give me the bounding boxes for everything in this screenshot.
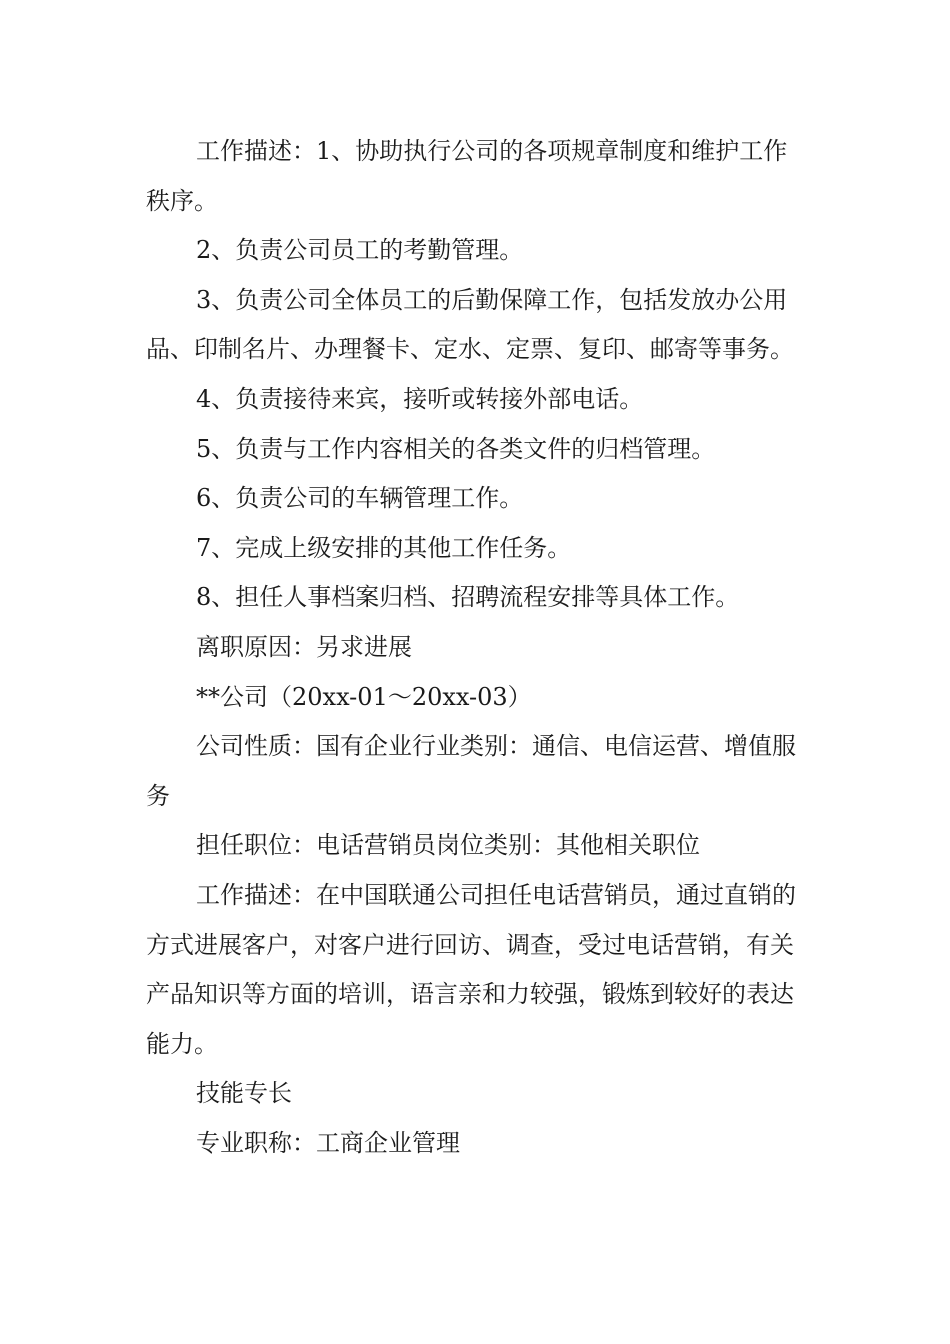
paragraph-other-tasks: 7、完成上级安排的其他工作任务。 [196,533,572,562]
paragraph-archiving: 5、负责与工作内容相关的各类文件的归档管理。 [196,434,716,463]
paragraph-logistics: 3、负责公司全体员工的后勤保障工作，包括发放办公用品、印制名片、办理餐卡、定水、定票、复印、邮寄等事务。 [146,285,794,364]
paragraph-company-period: **公司（20xx-01～20xx-03） [196,682,532,711]
paragraph-company-nature: 公司性质：国有企业行业类别：通信、电信运营、增值服务 [146,732,796,810]
paragraph-professional-title: 专业职称：工商企业管理 [196,1128,460,1157]
paragraph-job-description-1: 工作描述：1、协助执行公司的各项规章制度和维护工作秩序。 [146,137,788,215]
document-page [146,127,806,1168]
paragraph-position: 担任职位：电话营销员岗位类别：其他相关职位 [196,831,700,860]
paragraph-job-description-2: 工作描述：在中国联通公司担任电话营销员，通过直销的方式进展客户，对客户进行回访、调查，受过电话营销，有关产品知识等方面的培训，语言亲和力较强，锻炼到较好的表达能力。 [146,880,796,1058]
paragraph-skills-heading: 技能专长 [196,1079,292,1108]
paragraph-vehicles: 6、负责公司的车辆管理工作。 [196,484,524,513]
paragraph-reception: 4、负责接待来宾，接听或转接外部电话。 [196,384,644,413]
paragraph-hr-files: 8、担任人事档案归档、招聘流程安排等具体工作。 [196,583,740,612]
paragraph-attendance: 2、负责公司员工的考勤管理。 [196,236,524,265]
paragraph-leave-reason: 离职原因：另求进展 [196,632,412,661]
